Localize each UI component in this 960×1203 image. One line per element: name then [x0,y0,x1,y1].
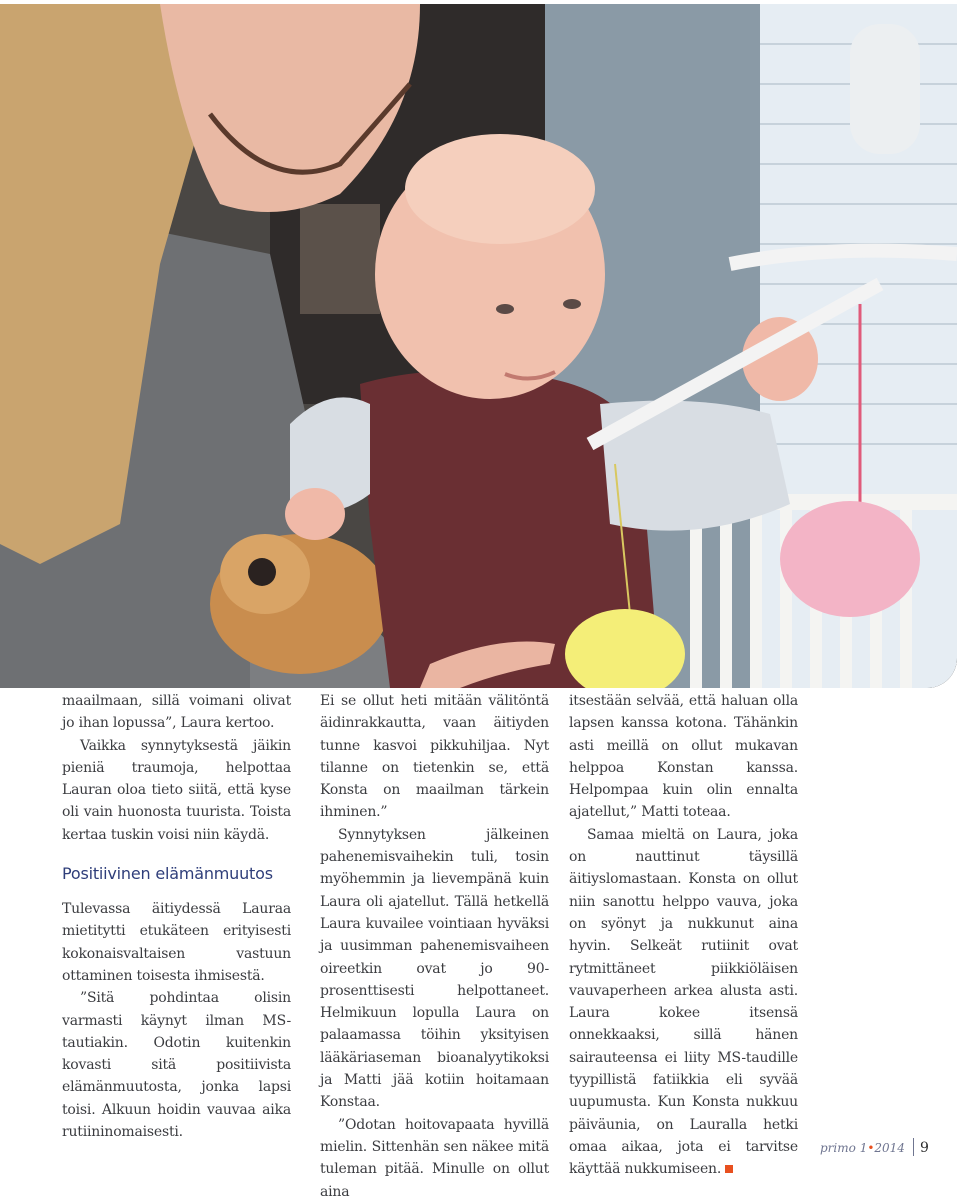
end-of-article-mark [725,1165,733,1173]
paragraph-text: Samaa mieltä on Laura, joka on nauttinut täysillä äitiyslomastaan. Konsta on ollut niin sanottu helppo vauva, joka on syönyt ja nukkunut aina hyvin. Selkeät rutiinit ovat rytmittäneet piikkiöläisen vauvaperheen arkea alusta asti. Laura kokee itsensä onnekkaaksi, sillä hänen sairauteensa ei liity MS-taudille tyypillistä fatiikkia eli syvää uupumusta. Kun Konsta nukkuu päiväunia, on Lauralla hetki omaa aikaa, jota ei tarvitse käyttää nukkumiseen. [569,826,798,1178]
issue-number: 1 [859,1141,868,1155]
paragraph: ”Odotan hoitovapaata hyvillä mielin. Sittenhän sen näkee mitä tuleman pitää. Minulle on ollut aina [320,1116,549,1200]
paragraph: Vaikka synnytyksestä jäikin pieniä traumoja, helpottaa Lauran oloa tieto siitä, että kyse oli vain huonosta tuurista. Toista kertaa tuskin voisi niin käydä. [62,737,291,843]
paragraph: Tulevassa äitiydessä Lauraa mietitytti etukäteen erityisesti kokonaisvaltaisen vastuun ottaminen toisesta ihmisestä. [62,901,291,984]
section-heading: Positiivinen elämänmuutos [62,864,273,884]
paragraph: Synnytyksen jälkeinen pahenemisvaihekin tuli, tosin myöhemmin ja lievempänä kuin Laura oli ajatellut. Tällä hetkellä Laura kuvailee vointiaan hyväksi ja uusimman pahenemisvaiheen oireetkin ovat jo 90-prosenttisesti helpottaneet. Helmikuun lopulla Laura on palaamassa töihin yksityisen lääkäriaseman bioanalyytikoksi ja Matti jää kotiin hoitamaan Konstaa. [320,826,549,1111]
footer-divider [913,1138,914,1156]
issue-separator: • [867,1141,875,1155]
column-1 [62,690,291,1143]
hero-photo [0,4,957,688]
page-footer [820,1138,929,1156]
paragraph-last [569,824,798,1181]
paragraph: ”Sitä pohdintaa olisin varmasti käynyt ilman MS-tautiakin. Odotin kuitenkin kovasti sitä positiivista elämänmuutosta, jonka lapsi toisi. Alkuun hoidin vauvaa aika rutiininomaisesti. [62,990,291,1141]
paragraph: itsestään selvää, että haluan olla lapsen kanssa kotona. Tähänkin asti meillä on ollut mukavan helppoa Konstan kanssa. Helpompaa kuin olin ennalta ajatellut,” Matti toteaa. [569,693,798,821]
issue-year: 2014 [874,1141,905,1155]
photo-illustration [0,4,957,688]
paragraph: maailmaan, sillä voimani olivat jo ihan lopussa”, Laura kertoo. [62,693,291,732]
column-3 [569,690,798,1181]
paragraph: Ei se ollut heti mitään välitöntä äidinrakkautta, vaan äitiyden tunne kasvoi pikkuhiljaa. Nyt tilanne on tietenkin se, että Konsta on maailman tärkein ihminen.” [320,693,549,821]
page-number: 9 [919,1140,929,1156]
magazine-name: primo [820,1141,856,1155]
column-2 [320,690,549,1203]
